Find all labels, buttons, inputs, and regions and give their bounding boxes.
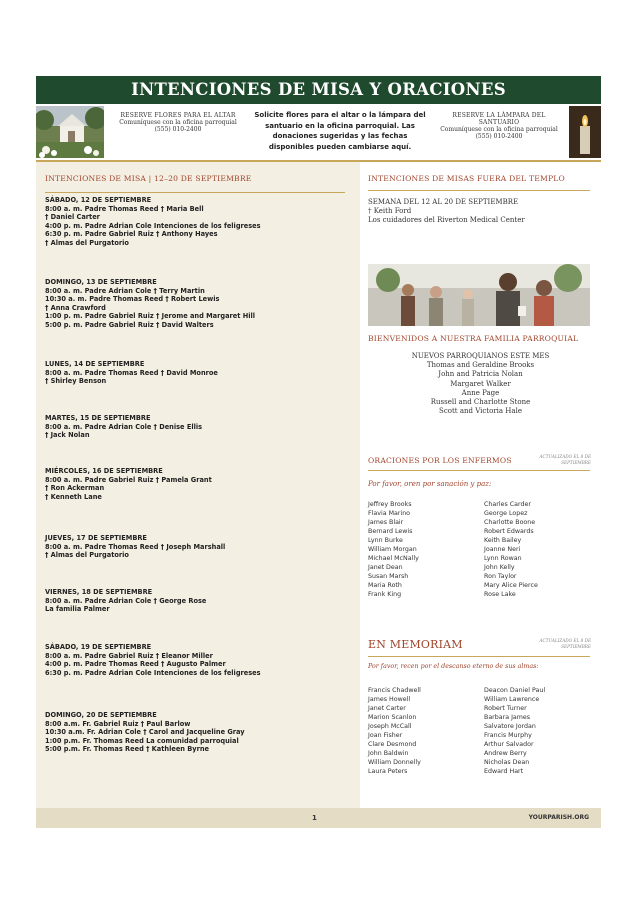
welcome-title: BIENVENIDOS A NUESTRA FAMILIA PARROQUIAL [368, 334, 579, 343]
mass-intention-line: 5:00 p. m. Padre Gabriel Ruiz † David Walters [45, 320, 214, 329]
mass-intention-line: 8:00 a. m. Padre Gabriel Ruiz † Pamela Grant [45, 475, 212, 484]
mass-intention-line: † Almas del Purgatorio [45, 551, 129, 560]
list-item: Scott and Victoria Hale [439, 407, 522, 416]
name-item: James Blair [368, 519, 404, 526]
new-parishioners-heading: NUEVOS PARROQUIANOS ESTE MES [411, 352, 550, 360]
name-item: Francis Chadwell [368, 687, 421, 694]
mass-day [45, 643, 355, 677]
outside-masses-item: † Keith Ford [368, 207, 412, 216]
mass-intention-line: † Ron Ackerman [45, 484, 105, 493]
name-item: Deacon Daniel Paul [484, 687, 546, 694]
mass-intention-line: 4:00 p. m. Padre Adrian Cole Intenciones de los feligreses [45, 221, 261, 230]
right-column [360, 162, 601, 808]
altar-flowers-heading: RESERVE FLORES PARA EL ALTAR [120, 112, 236, 119]
mass-intention-line: 6:30 p. m. Padre Gabriel Ruiz † Anthony Hayes [45, 230, 218, 239]
altar-flowers-phone: (555) 010-2400 [154, 126, 202, 133]
outside-masses-list [368, 198, 593, 226]
mass-day-heading: MIÉRCOLES, 16 DE SEPTIEMBRE [45, 467, 163, 475]
mass-day-heading: SÁBADO, 12 DE SEPTIEMBRE [45, 196, 152, 204]
mass-intention-line: 10:30 a. m. Padre Thomas Reed † Robert Lewis [45, 295, 220, 304]
mass-day-heading: DOMINGO, 13 DE SEPTIEMBRE [45, 278, 157, 286]
welcome-photo [368, 264, 590, 326]
bulletin-page [36, 76, 601, 828]
name-item: Joanne Neri [484, 546, 521, 553]
mass-intention-line: 8:00 a.m. Fr. Gabriel Ruiz † Paul Barlow [45, 719, 191, 728]
mass-intention-line: † Jack Nolan [45, 431, 90, 440]
mass-day [45, 196, 355, 248]
mass-intention-line: 8:00 a. m. Padre Thomas Reed † Maria Bell [45, 204, 204, 213]
name-item: Edward Hart [484, 768, 524, 775]
name-item: Michael McNally [368, 555, 419, 562]
name-item: Robert Edwards [484, 528, 534, 535]
mass-intention-line: 8:00 a. m. Padre Adrian Cole † George Rose [45, 596, 207, 605]
sanctuary-lamp-heading: RESERVE LA LÁMPARA DEL SANTUARIO [452, 112, 546, 126]
name-item: William Lawrence [484, 696, 540, 703]
altar-flowers-box [108, 112, 248, 133]
memoriam-updated-note: ACTUALIZADO EL 8 DE SEPTIEMBRE [539, 638, 591, 649]
header-row [36, 104, 601, 160]
mass-intention-line: 8:00 a. m. Padre Thomas Reed † Joseph Marshall [45, 542, 226, 551]
name-item: Maria Roth [368, 582, 402, 589]
name-item: Janet Carter [368, 705, 406, 712]
name-item: Ron Taylor [484, 573, 517, 580]
mass-intention-line: † Shirley Benson [45, 377, 107, 386]
mass-intention-line: 8:00 a. m. Padre Gabriel Ruiz † Eleanor Miller [45, 651, 213, 660]
name-item: Marion Scanlon [368, 714, 417, 721]
mass-intention-line: † Kenneth Lane [45, 492, 102, 501]
section-divider [368, 190, 590, 191]
altar-flowers-contact: Comuníquese con la oficina parroquial [119, 119, 237, 126]
sick-prompt: Por favor, oren por sanación y paz: [368, 480, 492, 488]
mass-intention-line: 5:00 p.m. Fr. Thomas Reed † Kathleen Byrne [45, 745, 210, 754]
mass-intentions-column [36, 162, 360, 808]
name-item: James Howell [368, 696, 411, 703]
name-item: John Kelly [484, 564, 515, 571]
mass-intentions-title: INTENCIONES DE MISA | 12–20 DE SEPTIEMBRE [45, 174, 252, 183]
mass-day-heading: LUNES, 14 DE SEPTIEMBRE [45, 360, 145, 368]
name-item: Jeffrey Brooks [368, 501, 412, 508]
mass-day-heading: DOMINGO, 20 DE SEPTIEMBRE [45, 711, 157, 719]
sanctuary-lamp-phone: (555) 010-2400 [475, 133, 523, 140]
sanctuary-lamp-box [434, 112, 564, 140]
mass-day [45, 467, 355, 501]
mass-intention-line: 8:00 a. m. Padre Adrian Cole † Terry Martin [45, 286, 205, 295]
list-item: Margaret Walker [450, 379, 511, 388]
memoriam-names-col-2 [484, 686, 545, 776]
name-item: William Morgan [368, 546, 417, 553]
name-item: Mary Alice Pierce [484, 582, 538, 589]
name-item: Frank King [368, 591, 402, 598]
name-item: Susan Marsh [368, 573, 409, 580]
name-item: Robert Turner [484, 705, 527, 712]
mass-intention-line: † Daniel Carter [45, 213, 100, 222]
name-item: Rose Lake [484, 591, 516, 598]
mass-day-heading: MARTES, 15 DE SEPTIEMBRE [45, 414, 151, 422]
parish-website-link[interactable]: YOURPARISH.ORG [528, 814, 589, 821]
name-item: Bernard Lewis [368, 528, 413, 535]
name-item: Andrew Berry [484, 750, 527, 757]
church-photo [36, 106, 104, 158]
sanctuary-lamp-contact: Comuníquese con la oficina parroquial [440, 126, 558, 133]
mass-intention-line: 4:00 p. m. Padre Thomas Reed † Augusto Palmer [45, 660, 226, 669]
mass-day [45, 360, 355, 386]
name-item: Charles Carder [484, 501, 531, 508]
sick-updated-note: ACTUALIZADO EL 8 DE SEPTIEMBRE [539, 454, 591, 465]
outside-masses-item: Los cuidadores del Riverton Medical Center [368, 216, 525, 225]
list-item: Anne Page [461, 388, 500, 397]
memoriam-title: EN MEMORIAM [368, 638, 463, 651]
name-item: Charlotte Boone [484, 519, 536, 526]
name-item: Salvatore Jordan [484, 723, 536, 730]
name-item: Nicholas Dean [484, 759, 530, 766]
name-item: Arthur Salvador [484, 741, 534, 748]
name-item: Joan Fisher [368, 732, 403, 739]
memoriam-prompt: Por favor, recen por el descanso eterno de sus almas: [368, 663, 539, 670]
name-item: Janet Dean [368, 564, 403, 571]
list-item: John and Patricia Nolan [438, 370, 523, 379]
mass-day-heading: SÁBADO, 19 DE SEPTIEMBRE [45, 643, 152, 651]
mass-day [45, 588, 355, 614]
page-number: 1 [312, 814, 317, 822]
new-parishioners-list [368, 352, 593, 416]
name-item: John Baldwin [368, 750, 409, 757]
mass-day [45, 278, 355, 330]
name-item: Joseph McCall [368, 723, 412, 730]
mass-day-heading: VIERNES, 18 DE SEPTIEMBRE [45, 588, 153, 596]
name-item: Clare Desmond [368, 741, 417, 748]
sick-names-col-2 [484, 500, 538, 599]
name-item: Francis Murphy [484, 732, 532, 739]
name-item: Keith Bailey [484, 537, 522, 544]
mass-day [45, 414, 355, 440]
name-item: Lynn Rowan [484, 555, 522, 562]
mass-intention-line: 10:30 a.m. Fr. Adrian Cole † Carol and Jacqueline Gray [45, 728, 245, 737]
header-note: Solicite flores para el altar o la lámpara del santuario en la oficina parroquial. Las donaciones sugeridas y las fechas disponibles pueden cambiarse aquí. [254, 111, 426, 151]
mass-day [45, 711, 355, 754]
mass-intention-line: La familia Palmer [45, 605, 110, 614]
mass-intention-line: 8:00 a. m. Padre Adrian Cole † Denise Ellis [45, 422, 203, 431]
mass-intention-line: † Anna Crawford [45, 303, 106, 312]
name-item: Laura Peters [368, 768, 408, 775]
section-divider [45, 192, 345, 193]
list-item: Thomas and Geraldine Brooks [426, 361, 535, 370]
mass-intention-line: 6:30 p. m. Padre Adrian Cole Intenciones de los feligreses [45, 668, 261, 677]
sick-prayers-title: ORACIONES POR LOS ENFERMOS [368, 456, 512, 465]
mass-intention-line: † Almas del Purgatorio [45, 238, 129, 247]
section-divider [368, 656, 590, 657]
outside-masses-week: SEMANA DEL 12 AL 20 DE SEPTIEMBRE [368, 198, 519, 206]
mass-intention-line: 1:00 p. m. Padre Gabriel Ruiz † Jerome and Margaret Hill [45, 312, 256, 321]
outside-masses-title: INTENCIONES DE MISAS FUERA DEL TEMPLO [368, 174, 565, 183]
page-title: INTENCIONES DE MISA Y ORACIONES [36, 76, 601, 104]
list-item: Russell and Charlotte Stone [430, 398, 531, 407]
name-item: Flavia Marino [368, 510, 411, 517]
mass-intention-line: 8:00 a. m. Padre Thomas Reed † David Monroe [45, 368, 218, 377]
mass-day [45, 534, 355, 560]
candle-photo [569, 106, 601, 158]
name-item: George Lopez [484, 510, 528, 517]
section-divider [368, 470, 590, 471]
name-item: Barbara James [484, 714, 531, 721]
name-item: William Donnelly [368, 759, 421, 766]
sick-names-col-1 [368, 500, 419, 599]
mass-day-heading: JUEVES, 17 DE SEPTIEMBRE [45, 534, 147, 542]
memoriam-names-col-1 [368, 686, 421, 776]
page-footer [36, 808, 601, 828]
name-item: Lynn Burke [368, 537, 403, 544]
mass-intention-line: 1:00 p.m. Fr. Thomas Reed La comunidad parroquial [45, 736, 239, 745]
